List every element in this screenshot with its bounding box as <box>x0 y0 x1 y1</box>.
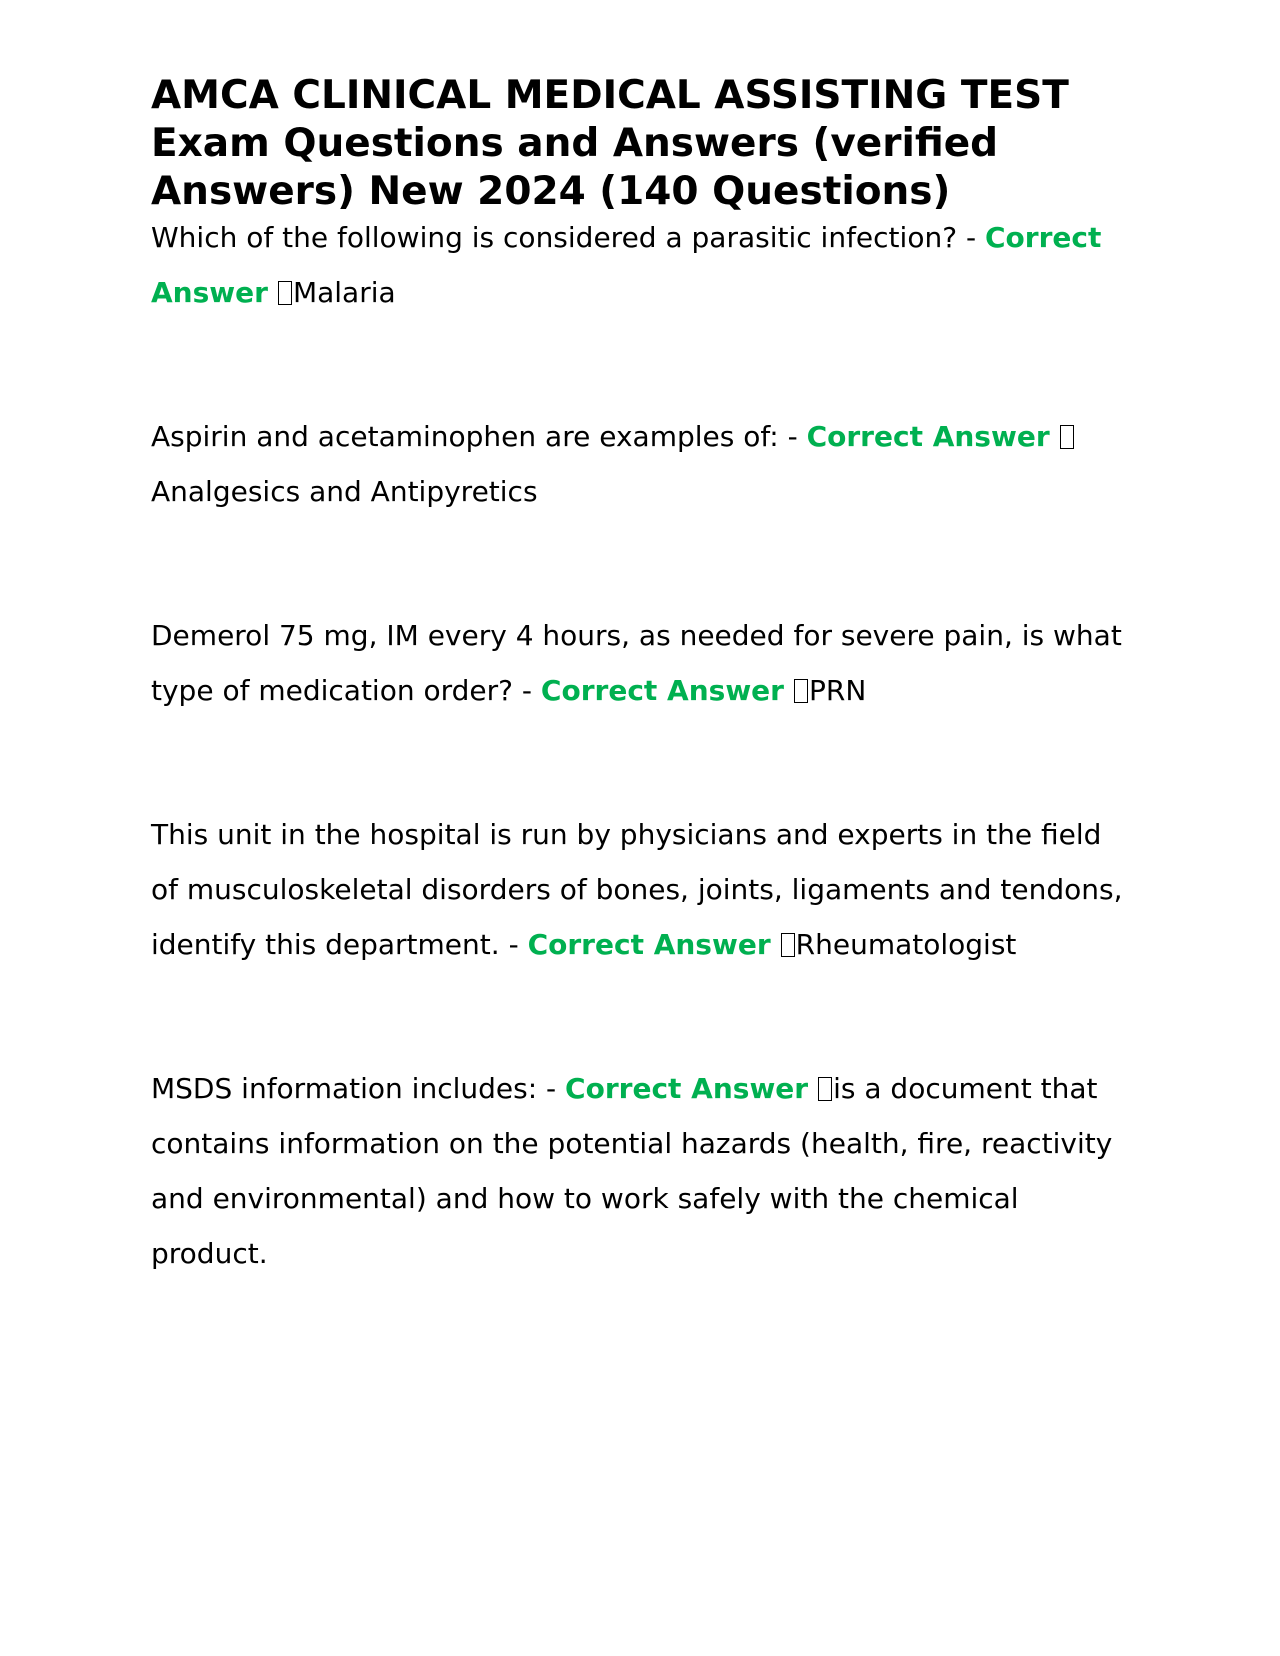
separator: - <box>537 1072 566 1105</box>
correct-answer-label: Correct Answer <box>565 1072 809 1105</box>
answer-text: Rheumatologist <box>795 928 1017 961</box>
correct-answer-label: Correct Answer <box>540 674 784 707</box>
question-text: Aspirin and acetaminophen are examples of: <box>151 420 779 453</box>
missing-glyph-box-icon <box>794 679 808 703</box>
separator: - <box>499 928 528 961</box>
separator: - <box>513 674 541 707</box>
correct-answer-label: Correct Answer <box>151 221 1102 309</box>
question-text: This unit in the hospital is run by physicians and experts in the field of musculoskeletal disorders of bones, joints, ligaments and tendons, identify this department. <box>151 818 1123 961</box>
correct-answer-label: Correct Answer <box>806 420 1050 453</box>
answer-text: PRN <box>808 674 867 707</box>
answer-text: is a document that contains information on the potential hazards (health, fire, reactivity and environmental) and how to work safely with the chemical product. <box>151 1072 1113 1270</box>
question-text: MSDS information includes: <box>151 1072 538 1105</box>
separator: - <box>778 420 807 453</box>
qa-item <box>151 608 1131 718</box>
answer-text: Analgesics and Antipyretics <box>151 475 538 508</box>
qa-item <box>151 210 1131 320</box>
separator: - <box>957 221 985 254</box>
missing-glyph-box-icon <box>1060 425 1074 449</box>
qa-item <box>151 807 1131 972</box>
question-text: Which of the following is considered a parasitic infection? <box>151 221 958 254</box>
document-title: AMCA CLINICAL MEDICAL ASSISTING TEST Exam Questions and Answers (verified Answers) New 2024 (140 Questions) <box>151 73 1069 214</box>
qa-item <box>151 409 1131 519</box>
document-page <box>151 72 1131 1281</box>
correct-answer-label: Correct Answer <box>527 928 771 961</box>
missing-glyph-box-icon <box>818 1077 832 1101</box>
missing-glyph-box-icon <box>781 933 795 957</box>
missing-glyph-box-icon <box>278 281 292 305</box>
question-text: Demerol 75 mg, IM every 4 hours, as needed for severe pain, is what type of medication order? <box>151 619 1122 707</box>
answer-text: Malaria <box>292 276 396 309</box>
qa-item <box>151 1061 1131 1281</box>
